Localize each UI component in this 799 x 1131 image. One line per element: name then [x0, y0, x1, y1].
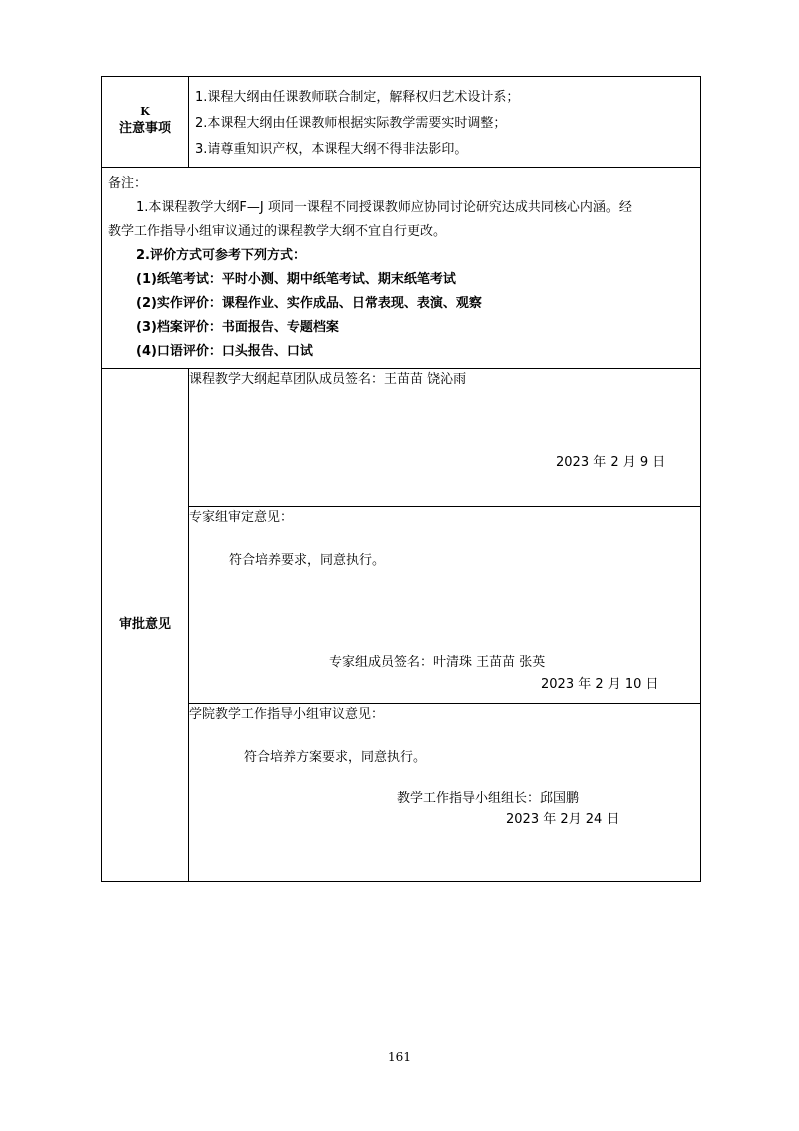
drafting-date: 2023 年 2 月 9 日 — [556, 455, 666, 470]
evaluation-method: (2)实作评价：课程作业、实作成品、日常表现、表演、观察 — [136, 296, 482, 311]
expert-opinion-head: 专家组审定意见： — [189, 510, 294, 525]
expert-opinion-block — [189, 507, 701, 704]
expert-members-signature: 专家组成员签名：叶清珠 王苗苗 张英 — [329, 655, 546, 670]
remarks-title: 备注： — [108, 176, 148, 191]
syllabus-table — [101, 76, 701, 882]
notes-section-letter: K — [140, 105, 150, 118]
drafting-signature-line: 课程教学大纲起草团队成员签名：王苗苗 饶沁雨 — [189, 372, 467, 387]
page-number: 161 — [388, 1050, 411, 1064]
notes-label-cell — [102, 77, 189, 168]
approval-label: 审批意见 — [102, 369, 189, 882]
evaluation-method: (3)档案评价：书面报告、专题档案 — [136, 320, 339, 335]
notes-item: 1.课程大纲由任课教师联合制定，解释权归艺术设计系； — [195, 90, 520, 105]
notes-list — [189, 77, 701, 168]
notes-item: 3.请尊重知识产权，本课程大纲不得非法影印。 — [195, 142, 468, 157]
evaluation-method: (4)口语评价：口头报告、口试 — [136, 344, 313, 359]
notes-label: 注意事项 — [118, 121, 171, 136]
college-opinion-text: 符合培养方案要求，同意执行。 — [244, 750, 427, 765]
college-date: 2023 年 2月 24 日 — [506, 812, 620, 827]
remarks-line-1a: 1.本课程教学大纲F—J 项同一课程不同授课教师应协同讨论研究达成共同核心内涵。经 — [136, 200, 632, 215]
drafting-signature-block — [189, 369, 701, 507]
college-opinion-head: 学院教学工作指导小组审议意见： — [189, 707, 385, 722]
drafting-row — [102, 369, 701, 507]
expert-row — [102, 507, 701, 704]
college-leader-signature: 教学工作指导小组组长：邱国鹏 — [397, 791, 580, 806]
notes-row — [102, 77, 701, 168]
college-opinion-block — [189, 704, 701, 882]
remarks-line-2: 2.评价方式可参考下列方式： — [136, 248, 306, 263]
remarks-cell — [102, 168, 701, 369]
remarks-row — [102, 168, 701, 369]
college-row — [102, 704, 701, 882]
expert-date: 2023 年 2 月 10 日 — [541, 677, 659, 692]
notes-item: 2.本课程大纲由任课教师根据实际教学需要实时调整； — [195, 116, 507, 131]
expert-opinion-text: 符合培养要求，同意执行。 — [229, 553, 386, 568]
evaluation-method: (1)纸笔考试：平时小测、期中纸笔考试、期末纸笔考试 — [136, 272, 456, 287]
remarks-line-1b: 教学工作指导小组审议通过的课程教学大纲不宜自行更改。 — [108, 224, 447, 239]
